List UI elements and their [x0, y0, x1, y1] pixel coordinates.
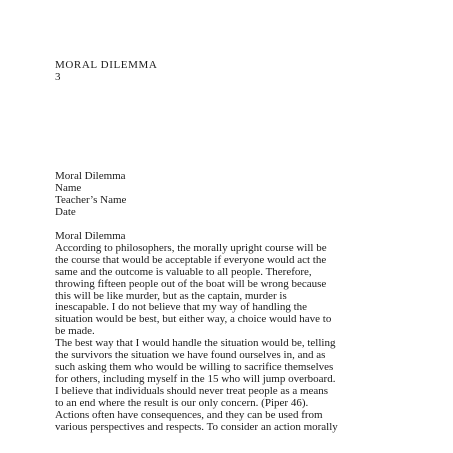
body-line: various perspectives and respects. To consider an action morally	[55, 420, 338, 433]
body-line: I believe that individuals should never treat people as a means	[55, 384, 329, 397]
body-line: throwing fifteen people out of the boat will be wrong because	[55, 277, 327, 290]
running-header	[55, 59, 157, 83]
body-line: the course that would be acceptable if everyone would act the	[55, 253, 327, 266]
body-line: situation would be best, but either way, a choice would have to	[55, 313, 332, 326]
body-line: The best way that I would handle the situation would be, telling	[55, 337, 336, 350]
page-number: 3	[55, 71, 61, 83]
body-line: Actions often have consequences, and they can be used from	[55, 408, 323, 421]
info-date: Date	[55, 205, 76, 218]
info-teacher-name: Teacher’s Name	[55, 193, 127, 206]
essay-body	[55, 231, 400, 433]
body-line: the survivors the situation we have found ourselves in, and as	[55, 349, 326, 362]
body-heading: Moral Dilemma	[55, 230, 126, 242]
body-line: inescapable. I do not believe that my way of handling the	[55, 301, 308, 314]
info-title: Moral Dilemma	[55, 170, 126, 182]
info-name: Name	[55, 181, 82, 194]
body-line: According to philosophers, the morally upright course will be	[55, 241, 327, 254]
body-line: for others, including myself in the 15 who will jump overboard.	[55, 372, 336, 385]
body-line: such asking them who would be willing to sacrifice themselves	[55, 360, 334, 373]
title-block	[55, 171, 126, 219]
body-line: to an end where the result is our only concern. (Piper 46).	[55, 396, 309, 409]
body-line: same and the outcome is valuable to all people. Therefore,	[55, 265, 312, 278]
header-title: MORAL DILEMMA	[55, 59, 158, 71]
body-line: be made.	[55, 325, 95, 338]
body-line: this will be like murder, but as the captain, murder is	[55, 289, 287, 302]
